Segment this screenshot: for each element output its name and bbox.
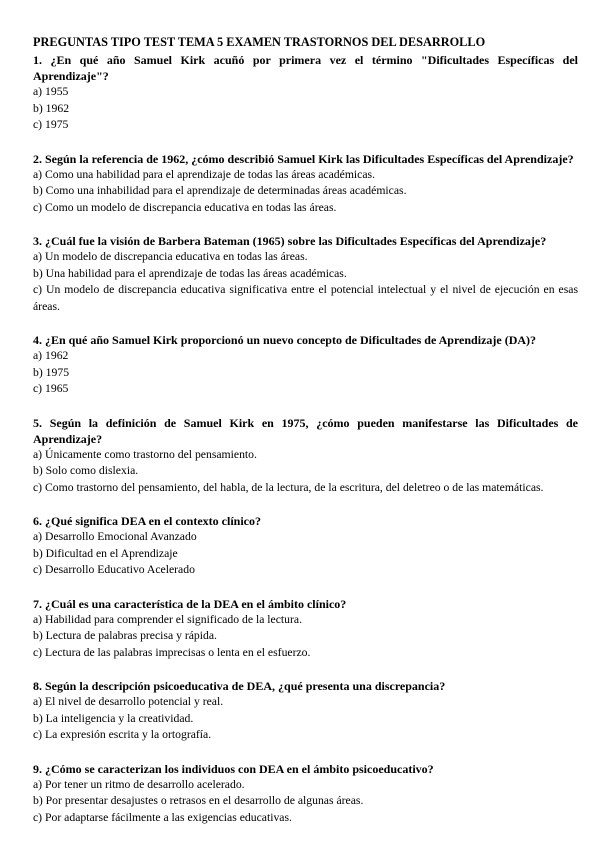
option-b: b) Una habilidad para el aprendizaje de todas las áreas académicas.: [33, 266, 347, 280]
option-a: a) Por tener un ritmo de desarrollo acelerado.: [33, 777, 245, 791]
question-3: [33, 233, 578, 315]
document-title: PREGUNTAS TIPO TEST TEMA 5 EXAMEN TRASTORNOS DEL DESARROLLO: [33, 35, 486, 49]
question-stem: 4. ¿En qué año Samuel Kirk proporcionó un nuevo concepto de Dificultades de Aprendizaje (DA)?: [33, 333, 537, 347]
option-a: a) El nivel de desarrollo potencial y real.: [33, 695, 224, 708]
option-a: a) Como una habilidad para el aprendizaje de todas las áreas académicas.: [33, 167, 376, 181]
question-6: [33, 513, 578, 579]
option-a: a) Únicamente como trastorno del pensamiento.: [33, 447, 257, 461]
option-b: b) Lectura de palabras precisa y rápida.: [33, 629, 217, 642]
question-4: [33, 332, 578, 398]
question-1: [33, 52, 578, 134]
option-a: a) Habilidad para comprender el significado de la lectura.: [33, 612, 303, 626]
document-page: [33, 34, 578, 843]
option-c: c) Como un modelo de discrepancia educativa en todas las áreas.: [33, 200, 337, 214]
question-8: [33, 678, 578, 744]
option-b: b) La inteligencia y la creatividad.: [33, 711, 194, 725]
option-b: b) Por presentar desajustes o retrasos en el desarrollo de algunas áreas.: [33, 794, 364, 807]
option-b: b) Como una inhabilidad para el aprendizaje de determinadas áreas académicas.: [33, 184, 407, 197]
question-9: [33, 761, 578, 827]
option-b: b) 1975: [33, 365, 70, 379]
option-c: c) Un modelo de discrepancia educativa significativa entre el potencial intelectual y el nivel de ejecución en esas áreas.: [33, 283, 578, 313]
question-5: [33, 415, 578, 497]
option-a: a) Desarrollo Emocional Avanzado: [33, 530, 197, 543]
option-c: c) 1965: [33, 382, 69, 395]
option-b: b) Solo como dislexia.: [33, 464, 139, 477]
option-a: a) 1962: [33, 349, 69, 362]
option-c: c) Como trastorno del pensamiento, del habla, de la lectura, de la escritura, del deletreo o de las matemáticas.: [33, 480, 544, 494]
option-b: b) 1962: [33, 101, 70, 115]
option-a: a) Un modelo de discrepancia educativa en todas las áreas.: [33, 250, 308, 263]
option-a: a) 1955: [33, 85, 69, 98]
question-stem: 9. ¿Cómo se caracterizan los individuos con DEA en el ámbito psicoeducativo?: [33, 761, 434, 776]
question-stem: 8. Según la descripción psicoeducativa de DEA, ¿qué presenta una discrepancia?: [33, 679, 446, 693]
question-stem: 2. Según la referencia de 1962, ¿cómo describió Samuel Kirk las Dificultades Específicas del Aprendizaje?: [33, 151, 574, 166]
question-stem: 3. ¿Cuál fue la visión de Barbera Bateman (1965) sobre las Dificultades Específicas del Aprendizaje?: [33, 234, 547, 248]
question-2: [33, 151, 578, 217]
question-stem: 1. ¿En qué año Samuel Kirk acuñó por primera vez el término "Dificultades Específicas del Aprendizaje"?: [33, 53, 578, 83]
option-c: c) Lectura de las palabras imprecisas o lenta en el esfuerzo.: [33, 645, 311, 659]
question-stem: 5. Según la definición de Samuel Kirk en 1975, ¿cómo pueden manifestarse las Dificultades de Aprendizaje?: [33, 415, 578, 446]
question-stem: 6. ¿Qué significa DEA en el contexto clínico?: [33, 514, 261, 528]
option-c: c) La expresión escrita y la ortografía.: [33, 728, 212, 741]
option-c: c) 1975: [33, 118, 69, 131]
option-b: b) Dificultad en el Aprendizaje: [33, 546, 178, 560]
option-c: c) Desarrollo Educativo Acelerado: [33, 563, 195, 576]
question-stem: 7. ¿Cuál es una característica de la DEA en el ámbito clínico?: [33, 596, 347, 611]
question-7: [33, 596, 578, 662]
option-c: c) Por adaptarse fácilmente a las exigencias educativas.: [33, 810, 292, 824]
